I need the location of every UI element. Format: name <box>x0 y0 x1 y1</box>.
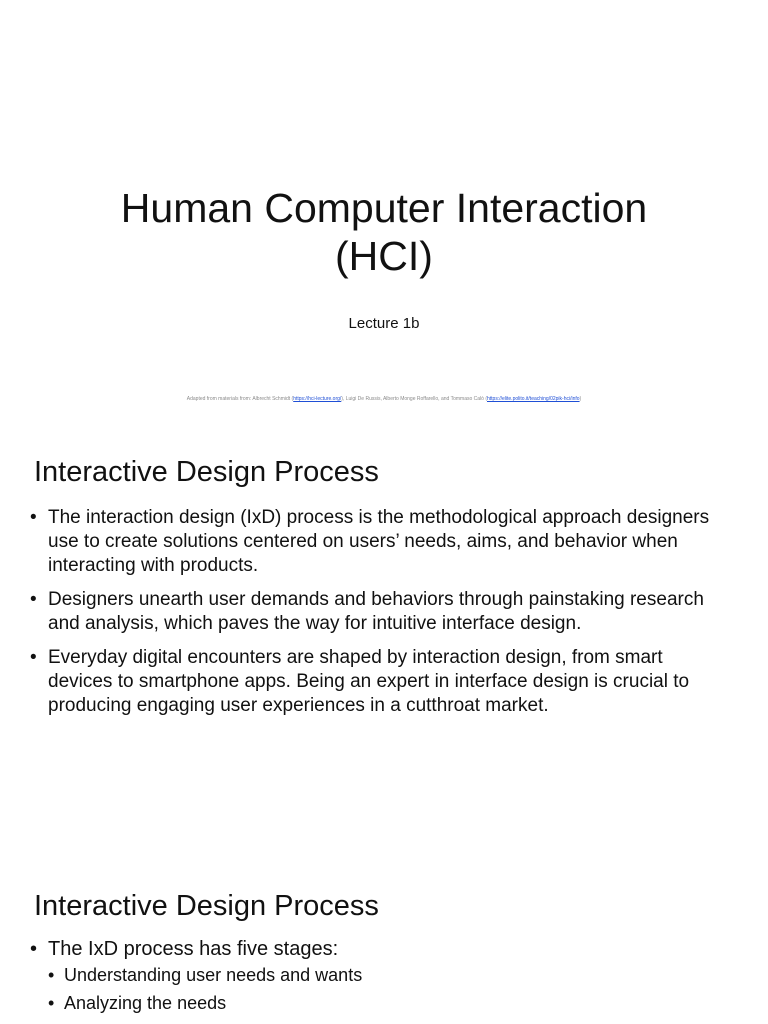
slide-title <box>0 184 768 280</box>
slide-heading: Interactive Design Process <box>34 890 379 922</box>
slide-title-line1: Human Computer Interaction <box>120 185 648 231</box>
bullet-text: The IxD process has five stages: <box>48 938 339 960</box>
content-slide-ixd-intro <box>0 432 768 864</box>
slide-heading: Interactive Design Process <box>34 456 379 488</box>
slide-subtitle: Lecture 1b <box>348 315 420 332</box>
credit-line <box>0 395 768 403</box>
credit-suffix: ) <box>579 396 582 402</box>
slide-title-line2: (HCI) <box>335 233 433 279</box>
bullet-item: • The interaction design (IxD) process is the methodological approach designers use to create solutions centered on users’ needs, aims, and behavior when interacting with products. <box>30 506 730 578</box>
bullet-item: • Designers unearth user demands and behaviors through painstaking research and analysis, which paves the way for intuitive interface design. <box>30 588 730 636</box>
credit-prefix: Adapted from materials from: Albrecht Schmidt ( <box>186 396 294 402</box>
credit-middle: ), Luigi De Russis, Alberto Monge Roffarello, and Tommaso Calò ( <box>341 396 487 402</box>
sub-bullet-list <box>48 963 730 1015</box>
content-slide-ixd-stages <box>0 864 768 1024</box>
credit-link-hci-lecture[interactable]: https://hci-lecture.org/ <box>293 396 342 402</box>
bullet-list <box>30 506 730 728</box>
bullet-item <box>30 937 730 1015</box>
bullet-item: • Everyday digital encounters are shaped by interaction design, from smart devices to smartphone apps. Being an expert in interface design is crucial to producing engaging user experiences in a cutthroat market. <box>30 646 730 718</box>
sub-bullet-item: • Understanding user needs and wants <box>48 963 730 987</box>
credit-link-polito[interactable]: https://elite.polito.it/teaching/02pik-hci/info <box>487 396 580 402</box>
sub-bullet-item: • Analyzing the needs <box>48 991 730 1015</box>
title-slide <box>0 0 768 432</box>
bullet-list <box>30 937 730 1019</box>
